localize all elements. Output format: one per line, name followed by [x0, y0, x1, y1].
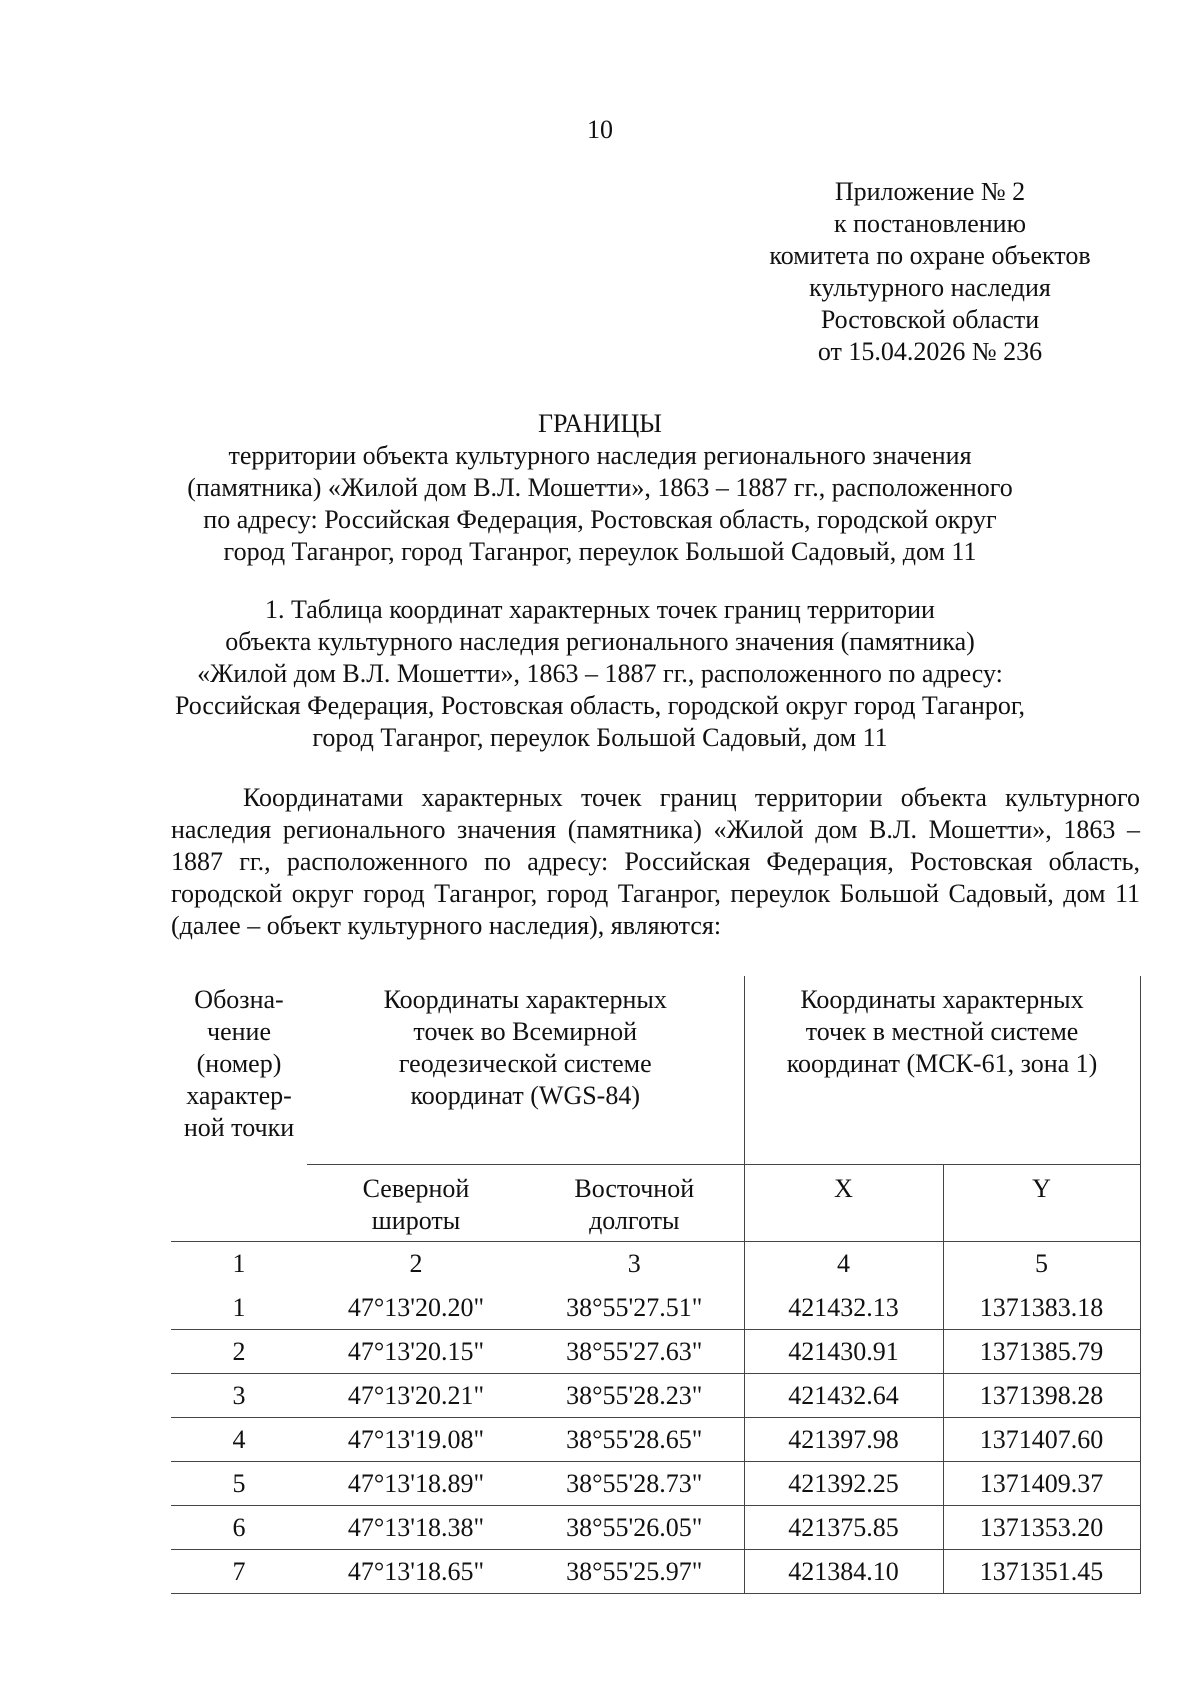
cell-latitude: 47°13'18.38"	[307, 1506, 525, 1550]
table-row	[171, 1286, 1140, 1330]
cell-latitude: 47°13'20.20"	[307, 1286, 525, 1330]
column-number: 2	[409, 1249, 423, 1278]
intro-paragraph: Координатами характерных точек границ территории объекта культурного наследия регионального значения (памятника) «Жилой дом В.Л. Мошетти», 1863 – 1887 гг., расположенного по адресу: Российская Федерация, Ростовская область, городской округ город Таганрог, город Таганрог, переулок Большой Садовый, дом 11 (далее – объект культурного наследия), являются:	[171, 783, 1140, 940]
cell-x: 421397.98	[744, 1418, 943, 1462]
subtitle-line: территории объекта культурного наследия регионального значения	[228, 441, 972, 470]
cell-latitude: 47°13'20.15"	[307, 1330, 525, 1374]
cell-point-number: 3	[171, 1374, 307, 1418]
column-number: 3	[627, 1249, 641, 1278]
appendix-line: Ростовской области	[820, 305, 1040, 334]
table-body	[171, 1286, 1140, 1594]
table-row	[171, 1374, 1140, 1418]
table-row	[171, 1462, 1140, 1506]
subtitle-line: (памятника) «Жилой дом В.Л. Мошетти», 1863 – 1887 гг., расположенного	[187, 473, 1013, 502]
header-x: X	[744, 1165, 943, 1242]
appendix-line: от 15.04.2026 № 236	[817, 337, 1043, 366]
cell-longitude: 38°55'27.63"	[525, 1330, 744, 1374]
column-number: 5	[943, 1242, 1140, 1287]
cell-point-number: 7	[171, 1550, 307, 1594]
cell-x: 421375.85	[744, 1506, 943, 1550]
cell-x: 421430.91	[744, 1330, 943, 1374]
header-latitude	[307, 1165, 525, 1242]
section-line: 1. Таблица координат характерных точек границ территории	[265, 595, 935, 624]
header-longitude-text: Восточной долготы	[574, 1174, 695, 1235]
subtitle-line: город Таганрог, город Таганрог, переулок Большой Садовый, дом 11	[223, 537, 977, 566]
section-line: город Таганрог, переулок Большой Садовый, дом 11	[312, 723, 888, 752]
appendix-line: культурного наследия	[809, 273, 1051, 302]
table-row	[171, 1550, 1140, 1594]
header-y: Y	[943, 1165, 1140, 1242]
appendix-line: Приложение № 2	[834, 177, 1026, 206]
section-line: «Жилой дом В.Л. Мошетти», 1863 – 1887 гг., расположенного по адресу:	[197, 659, 1003, 688]
cell-x: 421432.13	[744, 1286, 943, 1330]
cell-x: 421392.25	[744, 1462, 943, 1506]
header-wgs84-text: Координаты характерных точек во Всемирной геодезической системе координат (WGS-84)	[383, 985, 667, 1110]
header-wgs84	[307, 976, 744, 1165]
cell-longitude: 38°55'28.23"	[525, 1374, 744, 1418]
subtitle-line: по адресу: Российская Федерация, Ростовская область, городской округ	[203, 505, 997, 534]
table-subheader-row	[171, 1165, 1140, 1242]
table-row	[171, 1506, 1140, 1550]
section-line: объекта культурного наследия регионального значения (памятника)	[225, 627, 975, 656]
appendix-block	[740, 176, 1120, 368]
cell-y: 1371383.18	[943, 1286, 1140, 1330]
column-number: 4	[744, 1242, 943, 1287]
cell-y: 1371407.60	[943, 1418, 1140, 1462]
cell-point-number: 2	[171, 1330, 307, 1374]
table-row	[171, 1330, 1140, 1374]
header-msk61	[744, 976, 1140, 1165]
header-longitude	[525, 1165, 744, 1242]
cell-x: 421432.64	[744, 1374, 943, 1418]
cell-latitude: 47°13'19.08"	[307, 1418, 525, 1462]
section-heading	[150, 594, 1050, 754]
appendix-line: комитета по охране объектов	[769, 241, 1091, 270]
cell-longitude: 38°55'28.65"	[525, 1418, 744, 1462]
cell-y: 1371398.28	[943, 1374, 1140, 1418]
cell-x: 421384.10	[744, 1550, 943, 1594]
cell-point-number: 5	[171, 1462, 307, 1506]
table-header-row	[171, 976, 1140, 1165]
document-title: ГРАНИЦЫ	[538, 409, 662, 438]
cell-longitude: 38°55'27.51"	[525, 1286, 744, 1330]
cell-latitude: 47°13'18.89"	[307, 1462, 525, 1506]
cell-point-number: 6	[171, 1506, 307, 1550]
header-point-designation	[171, 976, 307, 1242]
section-line: Российская Федерация, Ростовская область, городской округ город Таганрог,	[174, 691, 1026, 720]
header-point-text: Обозна- чение (номер) характер- ной точки	[183, 985, 295, 1142]
header-msk61-text: Координаты характерных точек в местной системе координат (МСК-61, зона 1)	[786, 985, 1098, 1078]
column-number: 1	[232, 1249, 246, 1278]
coordinates-table	[171, 976, 1141, 1594]
cell-y: 1371409.37	[943, 1462, 1140, 1506]
cell-y: 1371353.20	[943, 1506, 1140, 1550]
cell-longitude: 38°55'25.97"	[525, 1550, 744, 1594]
appendix-line: к постановлению	[833, 209, 1027, 238]
document-subtitle	[150, 440, 1050, 568]
cell-y: 1371385.79	[943, 1330, 1140, 1374]
cell-longitude: 38°55'28.73"	[525, 1462, 744, 1506]
cell-y: 1371351.45	[943, 1550, 1140, 1594]
cell-point-number: 1	[171, 1286, 307, 1330]
cell-latitude: 47°13'18.65"	[307, 1550, 525, 1594]
table-row	[171, 1418, 1140, 1462]
header-latitude-text: Северной широты	[362, 1174, 470, 1235]
column-number-row	[171, 1242, 1140, 1287]
cell-longitude: 38°55'26.05"	[525, 1506, 744, 1550]
cell-latitude: 47°13'20.21"	[307, 1374, 525, 1418]
page-number: 10	[587, 115, 613, 144]
cell-point-number: 4	[171, 1418, 307, 1462]
